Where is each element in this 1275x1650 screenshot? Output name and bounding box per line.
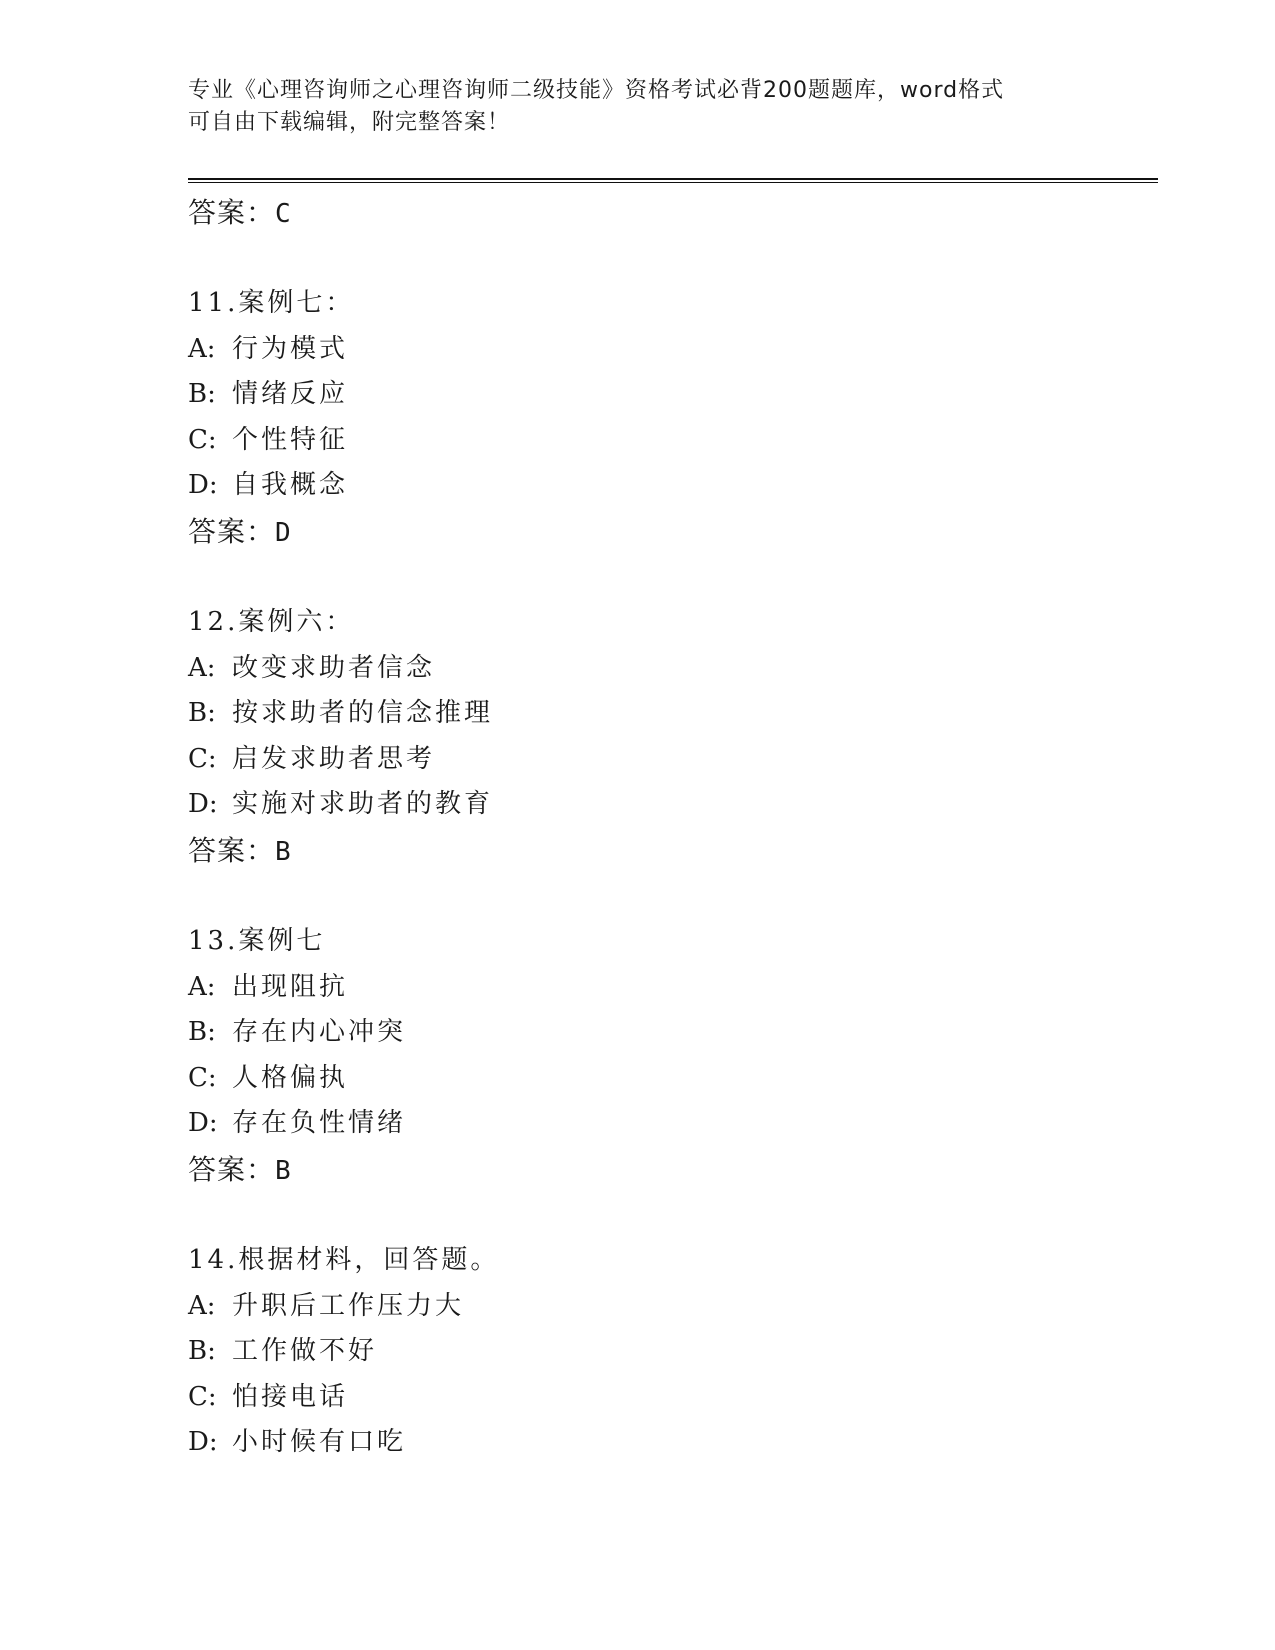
answer-value: B bbox=[275, 836, 292, 867]
option-letter: D: bbox=[188, 789, 218, 820]
option-d bbox=[188, 1420, 1148, 1466]
answer-label: 答案： bbox=[188, 833, 276, 867]
option-c bbox=[188, 1056, 1148, 1102]
answer-value: C bbox=[275, 199, 292, 229]
option-text: 工作做不好 bbox=[232, 1336, 378, 1367]
option-letter: A: bbox=[188, 652, 216, 683]
option-text: 启发求助者思考 bbox=[232, 743, 436, 774]
answer-value: B bbox=[275, 1155, 292, 1186]
answer-label: 答案： bbox=[188, 1152, 276, 1186]
option-letter: C: bbox=[188, 424, 217, 455]
option-text: 出现阻抗 bbox=[232, 971, 349, 1002]
option-letter: A: bbox=[188, 1290, 216, 1321]
question-title: 14.根据材料，回答题。 bbox=[188, 1244, 500, 1275]
answer-label: 答案： bbox=[188, 514, 276, 548]
header-line-2: 可自由下载编辑，附完整答案！ bbox=[188, 110, 511, 135]
option-letter: C: bbox=[188, 1062, 217, 1093]
option-text: 个性特征 bbox=[232, 424, 349, 455]
option-letter: D: bbox=[188, 470, 218, 501]
option-text: 自我概念 bbox=[232, 470, 349, 501]
option-b bbox=[188, 1010, 1148, 1056]
option-b bbox=[188, 691, 1148, 737]
question-block bbox=[188, 919, 1148, 1193]
answer-line bbox=[188, 190, 1148, 236]
option-a bbox=[188, 1284, 1148, 1330]
option-c bbox=[188, 418, 1148, 464]
option-c bbox=[188, 737, 1148, 783]
header-line-1: 专业《心理咨询师之心理咨询师二级技能》资格考试必背200题题库，word格式 bbox=[188, 78, 1005, 103]
option-text: 存在内心冲突 bbox=[232, 1017, 407, 1048]
option-b bbox=[188, 372, 1148, 418]
question-block bbox=[188, 600, 1148, 874]
option-letter: B: bbox=[188, 379, 216, 410]
option-d bbox=[188, 463, 1148, 509]
question-title: 11.案例七： bbox=[188, 288, 355, 318]
option-b bbox=[188, 1329, 1148, 1375]
option-text: 人格偏执 bbox=[232, 1062, 349, 1093]
option-text: 行为模式 bbox=[232, 333, 349, 364]
option-text: 改变求助者信念 bbox=[232, 652, 436, 683]
option-text: 升职后工作压力大 bbox=[232, 1290, 465, 1321]
option-d bbox=[188, 1101, 1148, 1147]
document-header bbox=[188, 75, 1088, 139]
option-letter: C: bbox=[188, 1381, 217, 1412]
option-text: 存在负性情绪 bbox=[232, 1108, 407, 1139]
option-letter: D: bbox=[188, 1427, 218, 1458]
option-a bbox=[188, 965, 1148, 1011]
option-text: 怕接电话 bbox=[232, 1381, 349, 1412]
option-text: 小时候有口吃 bbox=[232, 1427, 407, 1458]
option-letter: C: bbox=[188, 743, 217, 774]
question-list bbox=[188, 190, 1148, 1466]
question-block bbox=[188, 281, 1148, 555]
answer-line bbox=[188, 828, 1148, 874]
option-text: 按求助者的信念推理 bbox=[232, 698, 494, 729]
answer-value: D bbox=[275, 517, 292, 548]
option-letter: A: bbox=[188, 333, 216, 364]
question-title: 12.案例六： bbox=[188, 606, 355, 637]
question-title: 13.案例七 bbox=[188, 925, 326, 956]
option-text: 情绪反应 bbox=[232, 379, 349, 410]
option-text: 实施对求助者的教育 bbox=[232, 789, 494, 820]
option-a bbox=[188, 327, 1148, 373]
header-divider-thick bbox=[188, 178, 1158, 180]
option-a bbox=[188, 646, 1148, 692]
option-letter: D: bbox=[188, 1108, 218, 1139]
answer-line bbox=[188, 1147, 1148, 1193]
header-divider-thin bbox=[188, 182, 1158, 183]
option-letter: B: bbox=[188, 1017, 216, 1048]
question-block bbox=[188, 1238, 1148, 1466]
option-c bbox=[188, 1375, 1148, 1421]
option-letter: B: bbox=[188, 698, 216, 729]
answer-label: 答案： bbox=[188, 196, 276, 229]
option-d bbox=[188, 782, 1148, 828]
option-letter: B: bbox=[188, 1336, 216, 1367]
answer-line bbox=[188, 509, 1148, 555]
option-letter: A: bbox=[188, 971, 216, 1002]
